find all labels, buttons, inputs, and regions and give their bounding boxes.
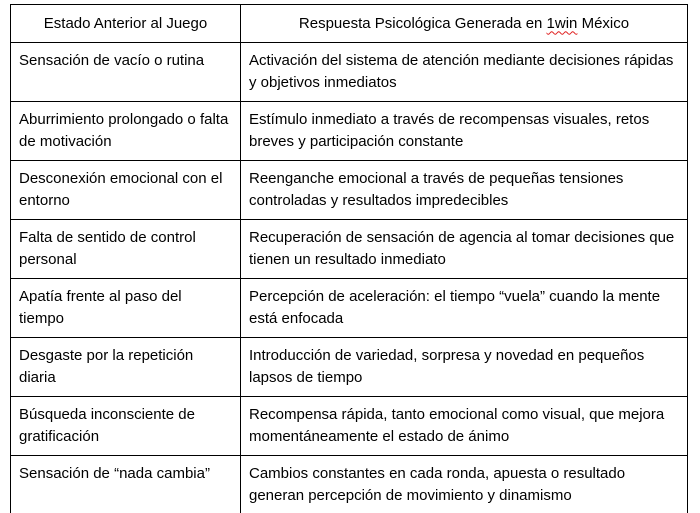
cell-estado: Desconexión emocional con el entorno [11,161,241,220]
cell-respuesta: Introducción de variedad, sorpresa y novedad en pequeños lapsos de tiempo [241,338,688,397]
header-estado-label: Estado Anterior al Juego [43,14,208,32]
cell-respuesta: Cambios constantes en cada ronda, apuesta o resultado generan percepción de movimiento y dinamismo [241,456,688,513]
column-header-respuesta [241,5,688,43]
table-row [11,220,688,279]
cell-respuesta: Estímulo inmediato a través de recompensas visuales, retos breves y participación constante [241,102,688,161]
header-row [11,5,688,43]
column-header-estado [11,5,241,43]
cell-estado: Búsqueda inconsciente de gratificación [11,397,241,456]
cell-respuesta: Activación del sistema de atención mediante decisiones rápidas y objetivos inmediatos [241,43,688,102]
misspelled-word-1win: 1win [546,14,578,32]
cell-estado: Sensación de vacío o rutina [11,43,241,102]
cell-estado: Desgaste por la repetición diaria [11,338,241,397]
psychology-comparison-table [10,4,688,513]
cell-respuesta: Reenganche emocional a través de pequeñas tensiones controladas y resultados impredecibles [241,161,688,220]
header-respuesta-label-before: Respuesta Psicológica Generada en [298,14,547,32]
header-respuesta-label-after: México [577,14,630,32]
table-row [11,456,688,513]
table-row [11,161,688,220]
table-row [11,279,688,338]
cell-estado: Aburrimiento prolongado o falta de motivación [11,102,241,161]
cell-respuesta: Percepción de aceleración: el tiempo “vuela” cuando la mente está enfocada [241,279,688,338]
table-row [11,397,688,456]
table-row [11,43,688,102]
cell-estado: Apatía frente al paso del tiempo [11,279,241,338]
cell-estado: Falta de sentido de control personal [11,220,241,279]
table-row [11,102,688,161]
table-row [11,338,688,397]
cell-respuesta: Recompensa rápida, tanto emocional como visual, que mejora momentáneamente el estado de ánimo [241,397,688,456]
cell-estado: Sensación de “nada cambia” [11,456,241,513]
cell-respuesta: Recuperación de sensación de agencia al tomar decisiones que tienen un resultado inmediato [241,220,688,279]
